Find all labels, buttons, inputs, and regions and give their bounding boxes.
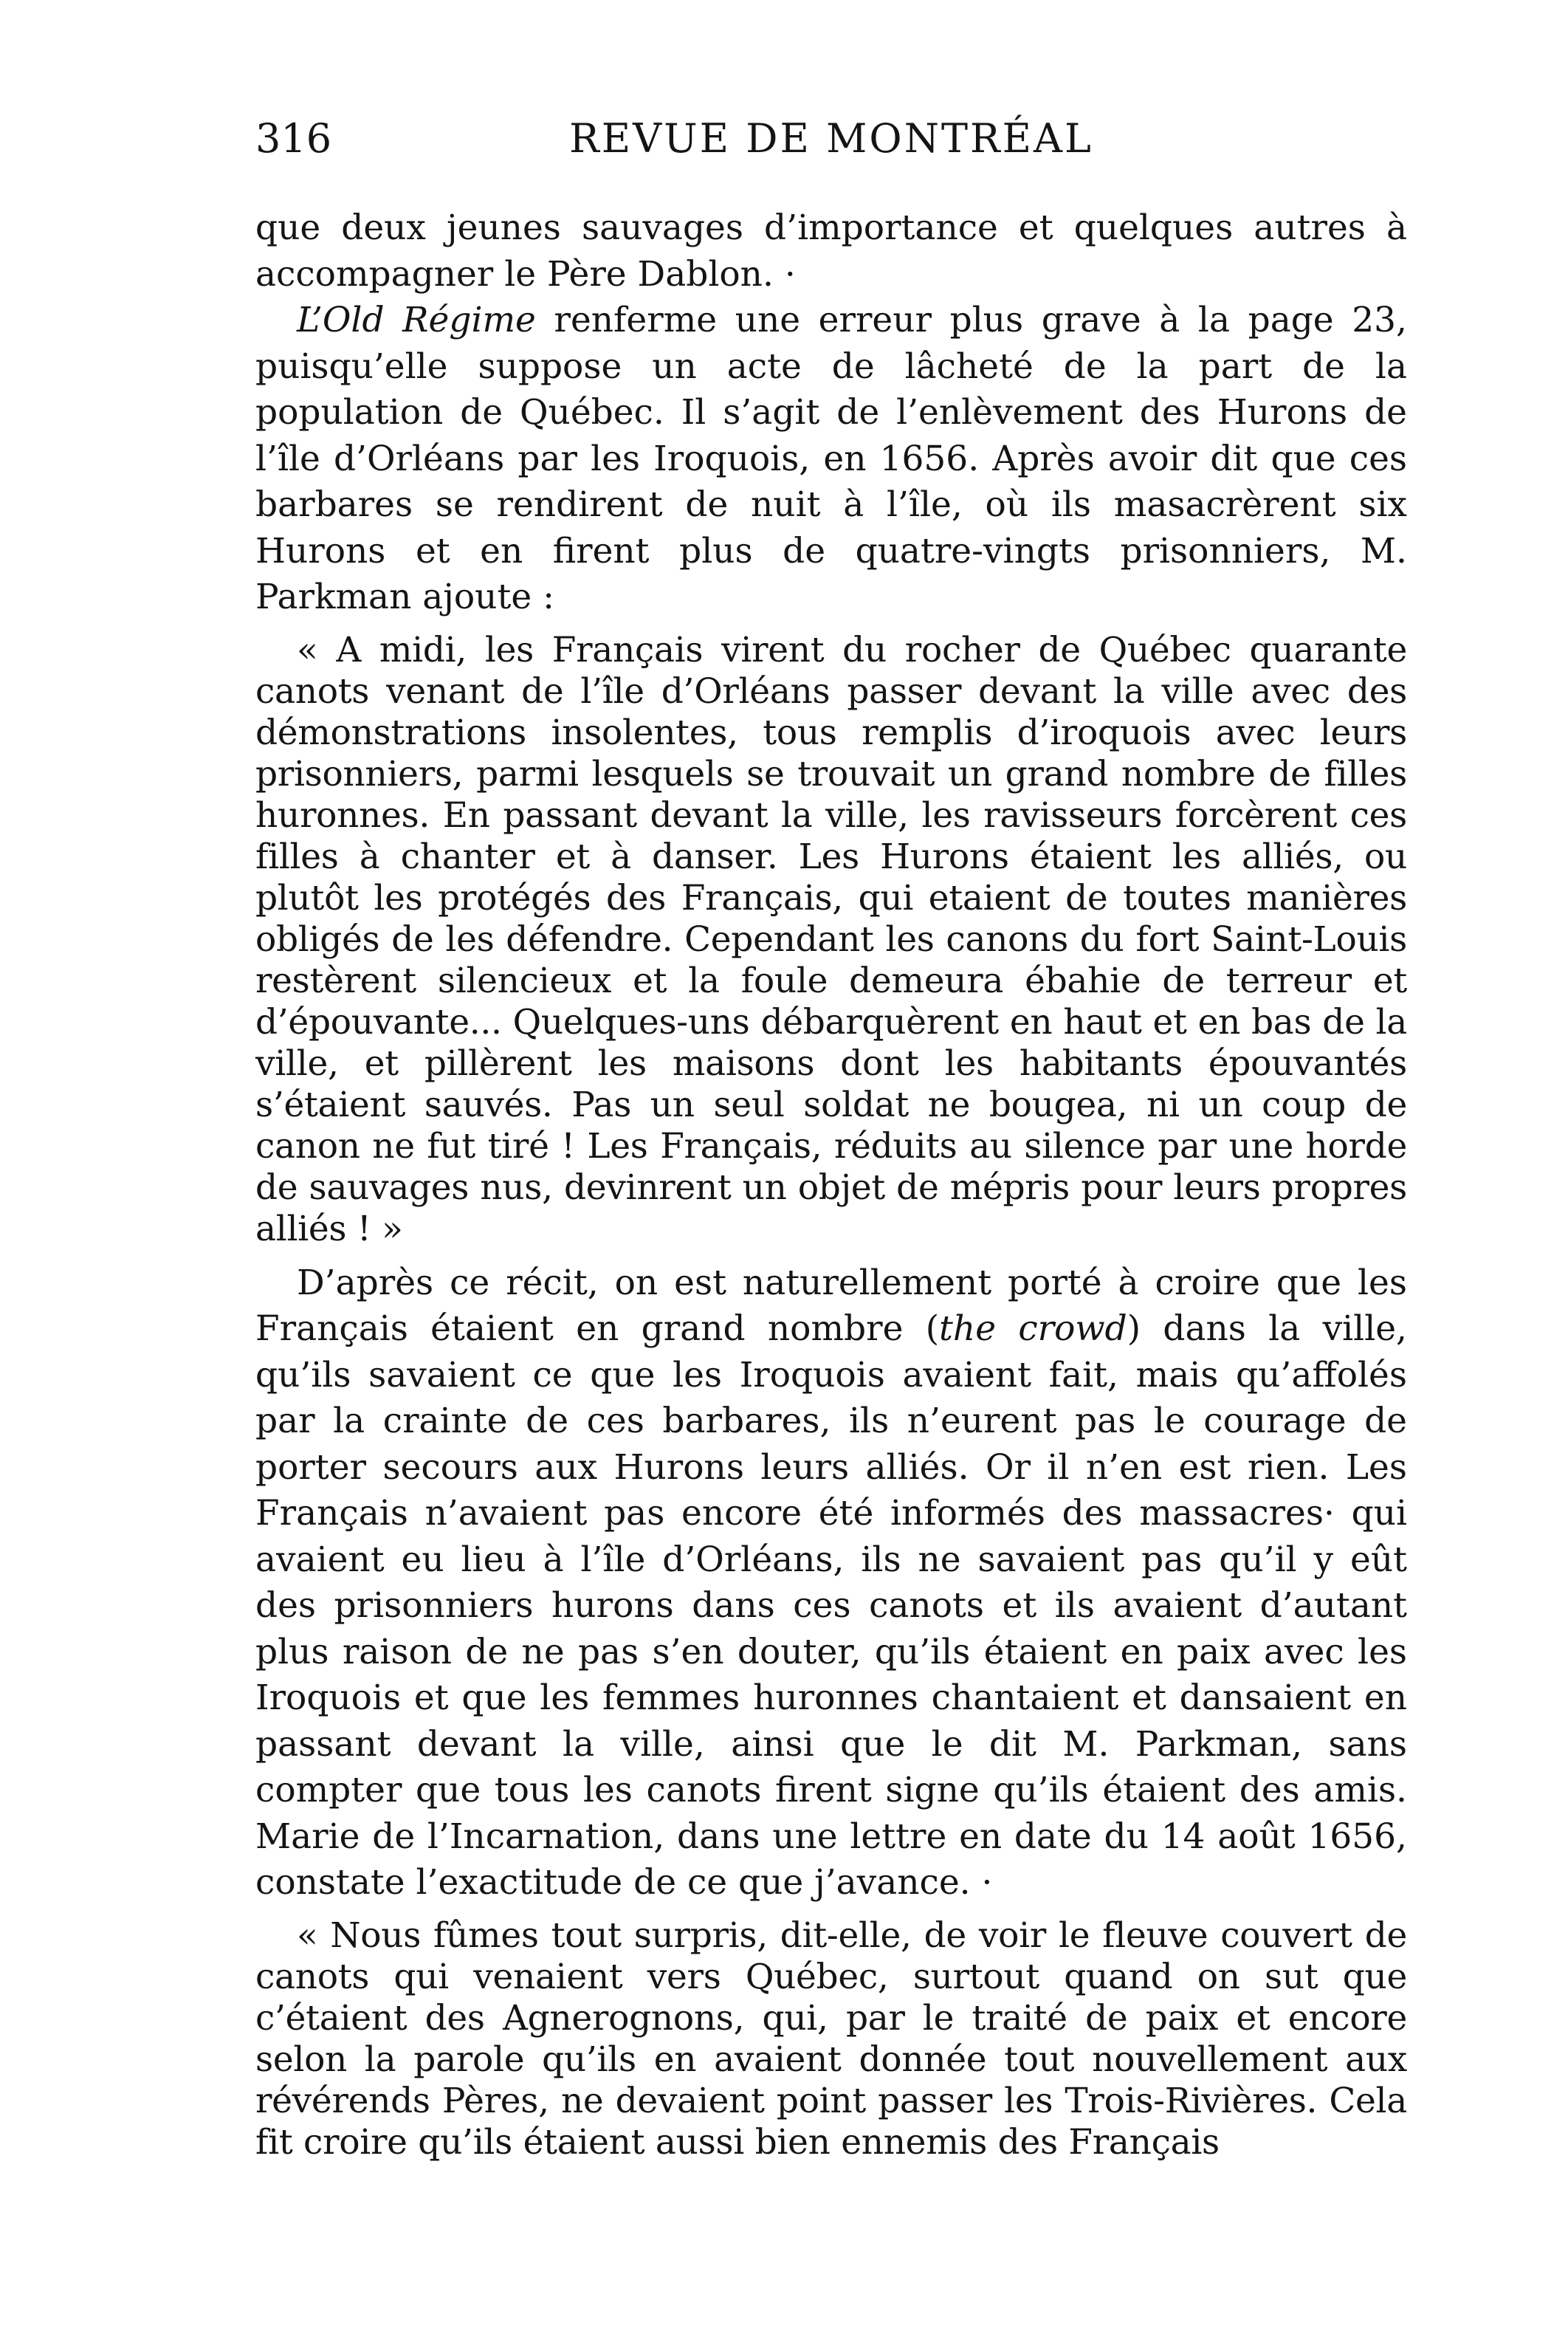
paragraph-text: D’après ce récit, on est naturellement porté à croire que les Français étaient en grand nombre ( bbox=[255, 1262, 1407, 1349]
quotation-text: « A midi, les Français virent du rocher de Québec quarante canots venant de l’île d’Orléans passer devant la ville avec des démonstrations insolentes, tous remplis d’iroquois avec leurs prisonniers, parmi lesquels se trouvait un grand nombre de filles huronnes. En passant devant la ville, les ravisseurs forcèrent ces filles à chanter et à danser. Les Hurons étaient les alliés, ou plutôt les protégés des Français, qui etaient de toutes manières obligés de les défendre. Cependant les canons du fort Saint-Louis restèrent silencieux et la foule demeura ébahie de terreur et d’épouvante... Quelques-uns débarquèrent en haut et en bas de la ville, et pillèrent les maisons dont les habitants épouvantés s’étaient sauvés. Pas un seul soldat ne bougea, ni un coup de canon ne fut tiré ! Les Français, réduits au silence par une horde de sauvages nus, devinrent un objet de mépris pour leurs propres alliés ! » bbox=[255, 629, 1407, 1249]
book-title-italic: L’Old Régime bbox=[297, 300, 536, 340]
quotation-text: « Nous fûmes tout surpris, dit-elle, de voir le fleuve couvert de canots qui venaient vers Québec, surtout quand on sut que c’étaient des Agnerognons, qui, par le traité de paix et encore selon la parole qu’ils en avaient donnée tout nouvellement aux révérends Pères, ne devaient point passer les Trois-Rivières. Cela fit croire qu’ils étaient aussi bien ennemis des Français bbox=[255, 1915, 1407, 2163]
paragraph-old-regime bbox=[255, 298, 1407, 621]
journal-title: REVUE DE MONTRÉAL bbox=[569, 115, 1093, 162]
block-quotation-parkman bbox=[255, 630, 1407, 1250]
page-number: 316 bbox=[255, 115, 332, 162]
paragraph-text: renferme une erreur plus grave à la page 23, puisqu’elle suppose un acte de lâcheté de la part de la population de Québec. Il s’agit de l’enlèvement des Hurons de l’île d’Orléans par les Iroquois, en 1656. Après avoir dit que ces barbares se rendirent de nuit à l’île, où ils masacrèrent six Hurons et en firent plus de quatre-vingts prisonniers, M. Parkman ajoute : bbox=[255, 300, 1407, 617]
paragraph-text: que deux jeunes sauvages d’importance et quelques autres à accompagner le Père Dablon. · bbox=[255, 207, 1407, 295]
block-quotation-marie-incarnation bbox=[255, 1915, 1407, 2163]
paragraph-continuation bbox=[255, 205, 1407, 298]
paragraph-text: ) dans la ville, qu’ils savaient ce que les Iroquois avaient fait, mais qu’affolés par la crainte de ces barbares, ils n’eurent pas le courage de porter secours aux Hurons leurs alliés. Or il n’en est rien. Les Français n’avaient pas encore été informés des massacres· qui avaient eu lieu à l’île d’Orléans, ils ne savaient pas qu’il y eût des prisonniers hurons dans ces canots et ils avaient d’autant plus raison de ne pas s’en douter, qu’ils étaient en paix avec les Iroquois et que les femmes huronnes chantaient et dansaient en passant devant la ville, ainsi que le dit M. Parkman, sans compter que tous les canots firent signe qu’ils étaient des amis. Marie de l’Incarnation, dans une lettre en date du 14 août 1656, constate l’exactitude de ce que j’avance. · bbox=[255, 1308, 1407, 1903]
english-phrase-italic: the crowd bbox=[939, 1308, 1127, 1349]
running-header bbox=[255, 109, 1407, 176]
paragraph-rebuttal bbox=[255, 1260, 1407, 1906]
document-page bbox=[255, 109, 1407, 2250]
